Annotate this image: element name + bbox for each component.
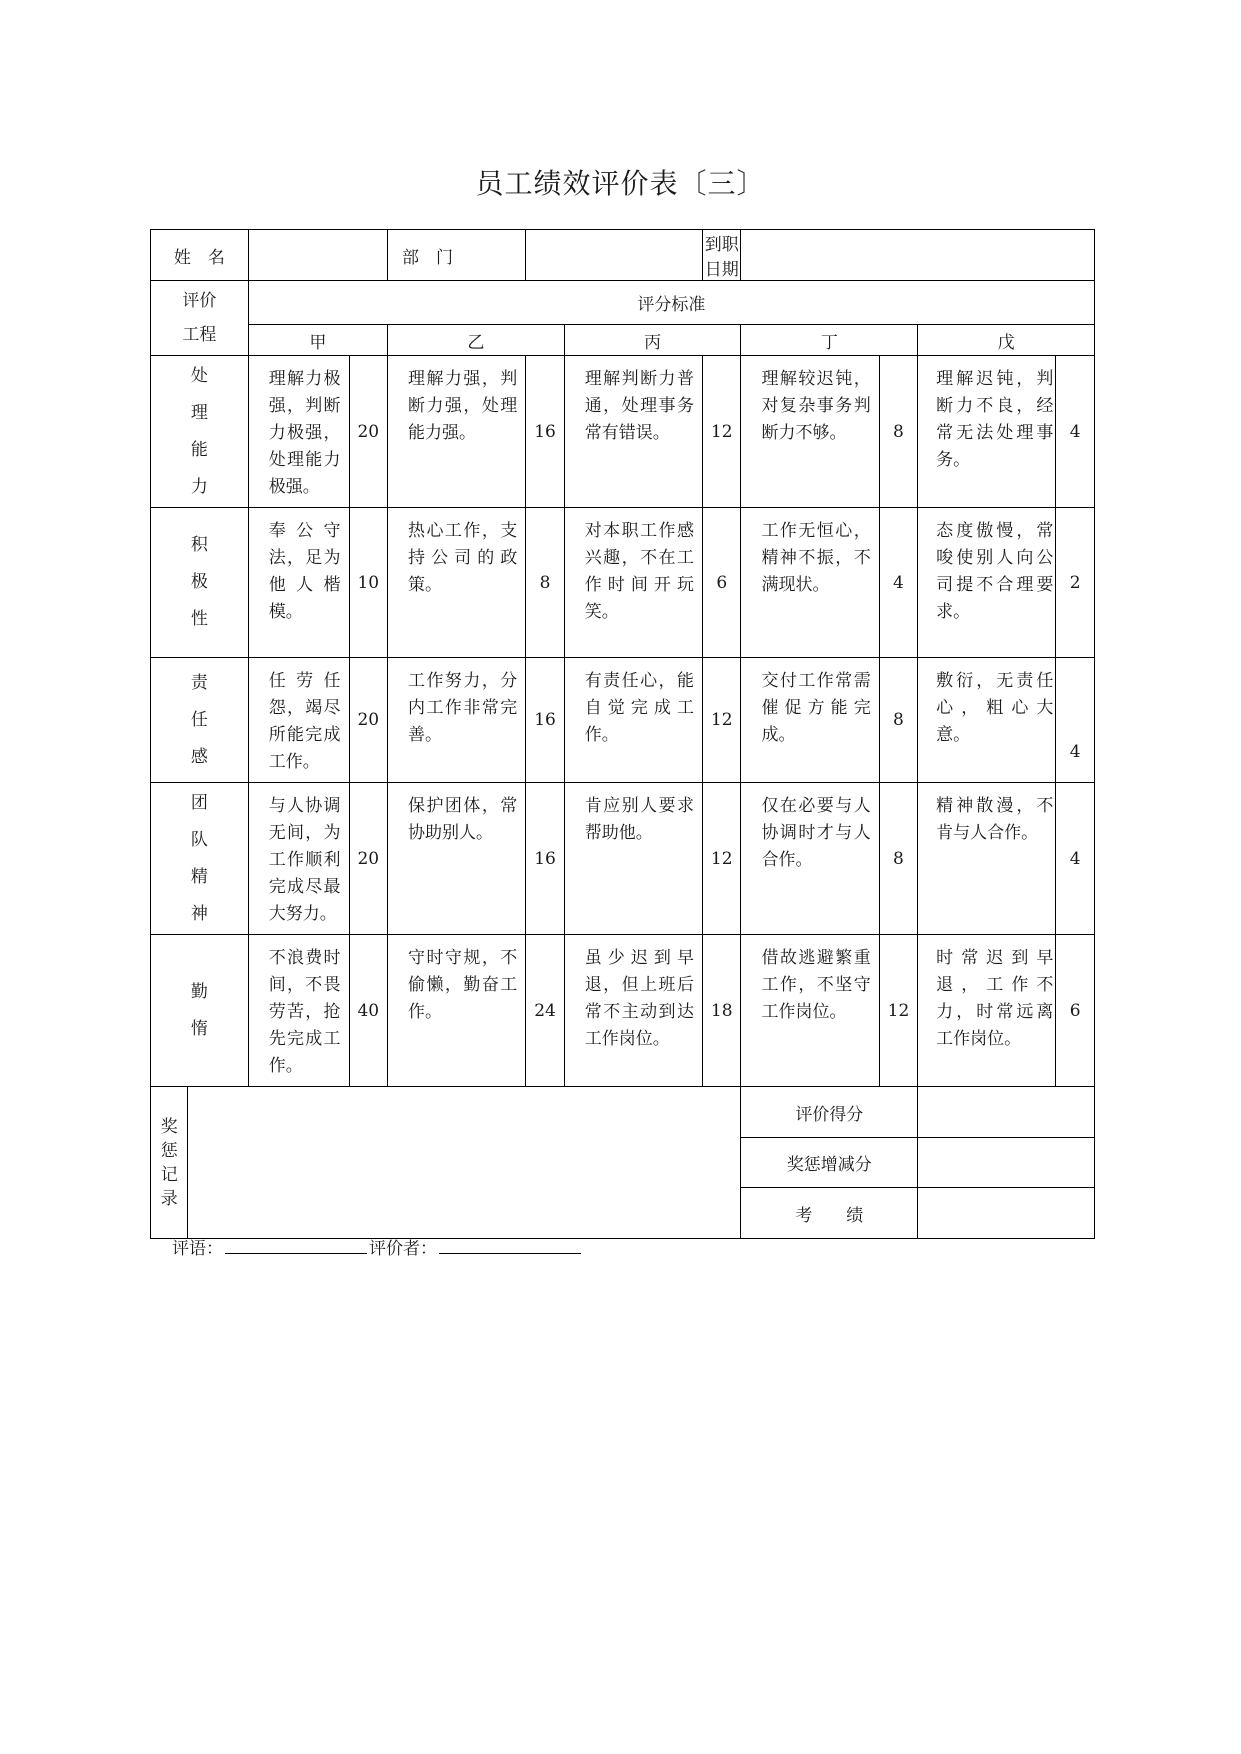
criterion-score: 6 bbox=[703, 508, 741, 658]
item-name-char: 神 bbox=[190, 903, 208, 924]
criterion-text: 工作无恒心，精神不振，不满现状。 bbox=[741, 508, 879, 658]
dept-field[interactable] bbox=[526, 230, 703, 281]
item-name bbox=[151, 783, 249, 935]
eval-score-field[interactable] bbox=[918, 1087, 1095, 1138]
record-label-char: 录 bbox=[160, 1188, 178, 1209]
item-name-char: 处 bbox=[190, 365, 208, 386]
item-name bbox=[151, 935, 249, 1087]
criterion-text: 热心工作，支持公司的政策。 bbox=[388, 508, 526, 658]
adjust-field[interactable] bbox=[918, 1138, 1095, 1188]
name-field[interactable] bbox=[248, 230, 387, 281]
result-field[interactable] bbox=[918, 1188, 1095, 1239]
grade-header-row bbox=[151, 325, 1095, 356]
criterion-score: 18 bbox=[703, 935, 741, 1087]
page-title: 员工绩效评价表〔三〕 bbox=[475, 167, 766, 200]
eval-score-label: 评价得分 bbox=[741, 1087, 918, 1138]
criterion-text: 时常迟到早退，工作不力，时常远离工作岗位。 bbox=[918, 935, 1056, 1087]
criterion-text: 对本职工作感兴趣，不在工作时间开玩笑。 bbox=[564, 508, 702, 658]
item-name bbox=[151, 508, 249, 658]
item-name-char: 积 bbox=[190, 535, 208, 555]
criterion-score: 2 bbox=[1056, 508, 1095, 658]
criterion-score: 4 bbox=[1056, 658, 1095, 783]
criterion-score: 16 bbox=[526, 783, 564, 935]
item-row-processing bbox=[151, 356, 1095, 508]
dept-label: 部 门 bbox=[388, 230, 526, 281]
criterion-text: 理解力极强，判断力极强，处理能力极强。 bbox=[248, 356, 349, 508]
criterion-score: 12 bbox=[879, 935, 917, 1087]
comment-label: 评语： bbox=[172, 1239, 223, 1259]
criterion-score: 4 bbox=[879, 508, 917, 658]
item-row-teamwork bbox=[151, 783, 1095, 935]
result-label: 考 绩 bbox=[741, 1188, 918, 1239]
criterion-score: 8 bbox=[879, 783, 917, 935]
criterion-score: 24 bbox=[526, 935, 564, 1087]
summary-row-score bbox=[151, 1087, 1095, 1138]
grade-ding: 丁 bbox=[741, 325, 918, 356]
item-name-char: 任 bbox=[190, 709, 208, 730]
item-name-char: 极 bbox=[190, 572, 208, 592]
criterion-text: 与人协调无间，为工作顺利完成尽最大努力。 bbox=[248, 783, 349, 935]
item-row-initiative bbox=[151, 508, 1095, 658]
item-name-char: 团 bbox=[190, 792, 208, 813]
criterion-text: 任劳任怨，竭尽所能完成工作。 bbox=[248, 658, 349, 783]
comment-line[interactable] bbox=[225, 1237, 367, 1254]
record-label-char: 记 bbox=[160, 1164, 178, 1185]
info-row bbox=[151, 230, 1095, 281]
item-row-diligence bbox=[151, 935, 1095, 1087]
item-name-char: 惰 bbox=[190, 1018, 208, 1039]
eval-item-header bbox=[151, 281, 249, 356]
criterion-text: 仅在必要与人协调时才与人合作。 bbox=[741, 783, 879, 935]
criterion-text: 态度傲慢，常唆使别人向公司提不合理要求。 bbox=[918, 508, 1056, 658]
record-field[interactable] bbox=[188, 1087, 741, 1239]
criterion-score: 20 bbox=[349, 783, 387, 935]
criterion-text: 理解判断力普通，处理事务常有错误。 bbox=[564, 356, 702, 508]
criterion-text: 有责任心，能自觉完成工作。 bbox=[564, 658, 702, 783]
item-name-char: 性 bbox=[190, 609, 208, 629]
item-name-char: 勤 bbox=[190, 981, 208, 1002]
criterion-score: 8 bbox=[879, 356, 917, 508]
criterion-text: 敷衍，无责任心，粗心大意。 bbox=[918, 658, 1056, 783]
standard-label: 评分标准 bbox=[248, 281, 1094, 325]
criterion-score: 16 bbox=[526, 658, 564, 783]
criterion-text: 理解迟钝，判断力不良，经常无法处理事务。 bbox=[918, 356, 1056, 508]
criterion-score: 12 bbox=[703, 783, 741, 935]
eval-item-label-1: 评价 bbox=[182, 291, 217, 311]
adjust-label: 奖惩增减分 bbox=[741, 1138, 918, 1188]
footer bbox=[172, 1234, 583, 1259]
criterion-score: 40 bbox=[349, 935, 387, 1087]
criterion-text: 借故逃避繁重工作，不坚守工作岗位。 bbox=[741, 935, 879, 1087]
criterion-text: 守时守规，不偷懒，勤奋工作。 bbox=[388, 935, 526, 1087]
criterion-score: 12 bbox=[703, 356, 741, 508]
hire-date-label: 到职日期 bbox=[703, 230, 741, 281]
criterion-text: 不浪费时间，不畏劳苦，抢先完成工作。 bbox=[248, 935, 349, 1087]
criterion-score: 4 bbox=[1056, 783, 1095, 935]
criterion-score: 4 bbox=[1056, 356, 1095, 508]
item-name-char: 队 bbox=[190, 829, 208, 850]
grade-bing: 丙 bbox=[564, 325, 741, 356]
item-name-char: 力 bbox=[190, 476, 208, 497]
evaluator-label: 评价者： bbox=[369, 1239, 437, 1259]
evaluator-line[interactable] bbox=[439, 1237, 581, 1254]
criterion-text: 工作努力，分内工作非常完善。 bbox=[388, 658, 526, 783]
criterion-score: 20 bbox=[349, 356, 387, 508]
record-label-char: 惩 bbox=[160, 1140, 178, 1161]
criterion-text: 交付工作常需催促方能完成。 bbox=[741, 658, 879, 783]
evaluation-table bbox=[150, 229, 1095, 1239]
criterion-score: 8 bbox=[526, 508, 564, 658]
grade-jia: 甲 bbox=[248, 325, 387, 356]
criterion-text: 奉公守法，足为他人楷模。 bbox=[248, 508, 349, 658]
criterion-score: 16 bbox=[526, 356, 564, 508]
hire-date-field[interactable] bbox=[741, 230, 1095, 281]
record-label bbox=[151, 1087, 188, 1239]
standard-header-row bbox=[151, 281, 1095, 325]
grade-wu: 戊 bbox=[918, 325, 1095, 356]
grade-yi: 乙 bbox=[388, 325, 565, 356]
item-name-char: 感 bbox=[190, 746, 208, 767]
item-name-char: 责 bbox=[190, 672, 208, 693]
item-row-responsibility bbox=[151, 658, 1095, 783]
criterion-text: 保护团体，常协助别人。 bbox=[388, 783, 526, 935]
criterion-score: 10 bbox=[349, 508, 387, 658]
criterion-text: 理解较迟钝，对复杂事务判断力不够。 bbox=[741, 356, 879, 508]
item-name bbox=[151, 658, 249, 783]
record-label-char: 奖 bbox=[160, 1116, 178, 1137]
item-name-char: 能 bbox=[190, 439, 208, 460]
criterion-score: 8 bbox=[879, 658, 917, 783]
criterion-text: 肯应别人要求帮助他。 bbox=[564, 783, 702, 935]
criterion-score: 12 bbox=[703, 658, 741, 783]
criterion-score: 20 bbox=[349, 658, 387, 783]
name-label: 姓 名 bbox=[151, 230, 249, 281]
eval-item-label-2: 工程 bbox=[182, 325, 217, 345]
item-name-char: 理 bbox=[190, 402, 208, 423]
item-name-char: 精 bbox=[190, 866, 208, 887]
item-name bbox=[151, 356, 249, 508]
criterion-text: 精神散漫，不肯与人合作。 bbox=[918, 783, 1056, 935]
criterion-score: 6 bbox=[1056, 935, 1095, 1087]
criterion-text: 虽少迟到早退，但上班后常不主动到达工作岗位。 bbox=[564, 935, 702, 1087]
criterion-text: 理解力强，判断力强，处理能力强。 bbox=[388, 356, 526, 508]
